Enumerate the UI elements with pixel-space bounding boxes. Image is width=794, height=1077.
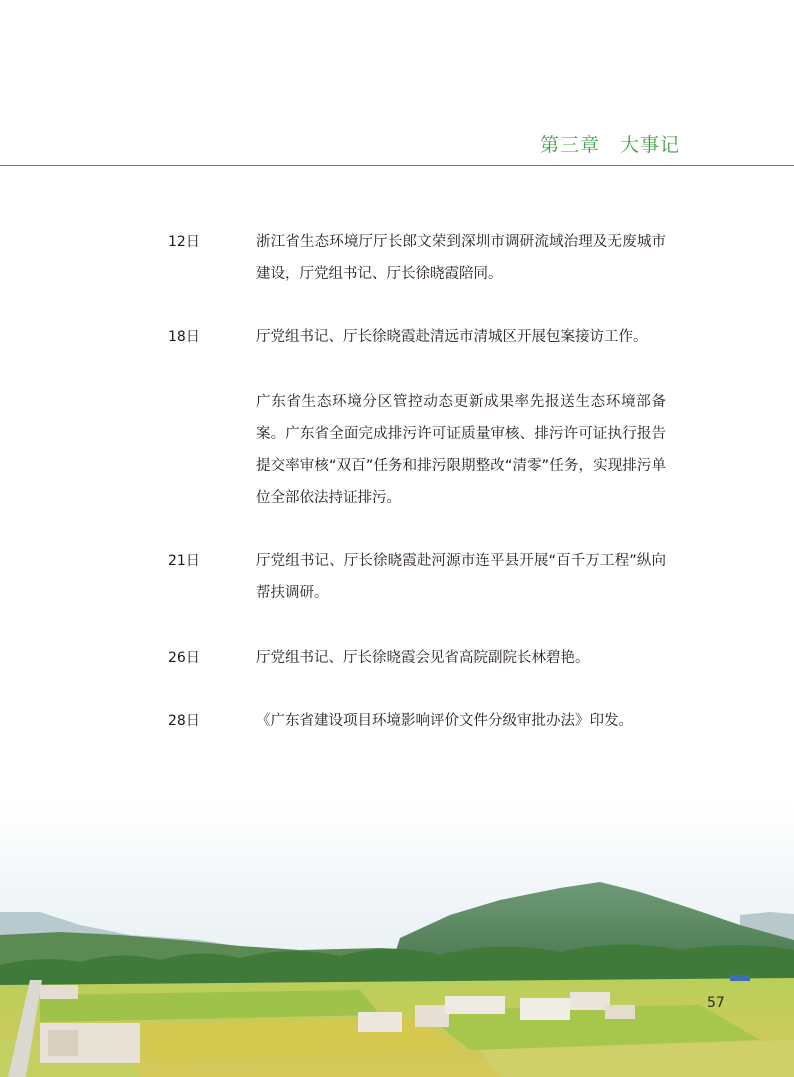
entry-text: 厅党组书记、厅长徐晓霞赴河源市连平县开展“百千万工程”纵向帮扶调研。: [256, 553, 666, 601]
entry-text: 厅党组书记、厅长徐晓霞会见省高院副院长林碧艳。: [256, 650, 590, 666]
entry-date: 26日: [168, 650, 200, 666]
landscape-photo: [0, 800, 794, 1077]
entry-date: 12日: [168, 234, 200, 250]
chapter-title: 第三章 大事记: [539, 134, 680, 156]
header-divider: [0, 165, 794, 166]
page-number: 57: [707, 995, 725, 1011]
entry-date: 18日: [168, 329, 200, 345]
entry-text: 厅党组书记、厅长徐晓霞赴清远市清城区开展包案接访工作。: [256, 329, 648, 345]
entry-date: 28日: [168, 713, 200, 729]
entry-date: 21日: [168, 553, 200, 569]
entry-text: 《广东省建设项目环境影响评价文件分级审批办法》印发。: [256, 713, 633, 729]
entry-text: 浙江省生态环境厅厅长郎文荣到深圳市调研流域治理及无废城市建设，厅党组书记、厅长徐晓霞陪同。: [256, 234, 666, 282]
entry-text: 广东省生态环境分区管控动态更新成果率先报送生态环境部备案。广东省全面完成排污许可证质量审核、排污许可证执行报告提交率审核“双百”任务和排污限期整改“清零”任务，实现排污单位全部依法持证排污。: [256, 394, 666, 506]
